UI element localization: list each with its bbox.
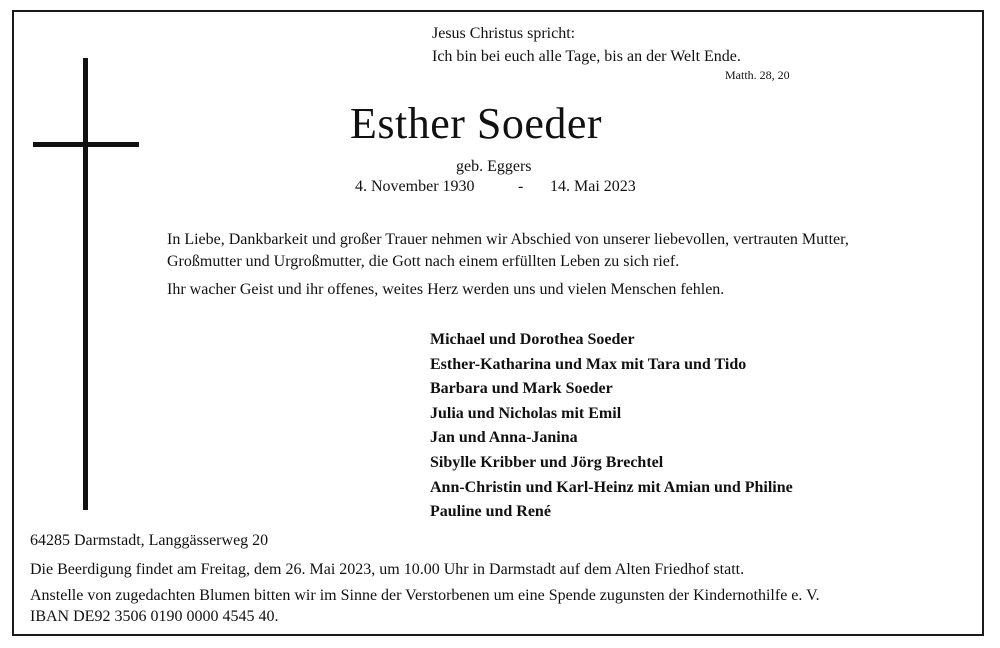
cross-icon-bar [33,142,139,147]
mourner-item: Ann-Christin und Karl-Heinz mit Amian und Philine [430,478,793,496]
mourner-item: Esther-Katharina und Max mit Tara und Tido [430,355,747,373]
farewell-text-line1: In Liebe, Dankbarkeit und großer Trauer nehmen wir Abschied von unserer liebevollen, vertrauten Mutter, [167,231,849,248]
mourner-item: Barbara und Mark Soeder [430,380,613,398]
tribute-text: Ihr wacher Geist und ihr offenes, weites Herz werden uns und vielen Menschen fehlen. [167,281,725,298]
deceased-name: Esther Soeder [350,99,603,148]
birth-name: geb. Eggers [456,158,532,175]
quote-intro: Jesus Christus spricht: [432,25,576,42]
mourner-item: Jan und Anna-Janina [430,429,578,447]
funeral-info: Die Beerdigung findet am Freitag, dem 26. Mai 2023, um 10.00 Uhr in Darmstadt auf dem Alten Friedhof statt. [30,561,745,578]
donation-info-line2: IBAN DE92 3506 0190 0000 4545 40. [30,608,279,625]
address: 64285 Darmstadt, Langgässerweg 20 [30,532,269,549]
mourner-item: Sibylle Kribber und Jörg Brechtel [430,453,664,471]
birth-date: 4. November 1930 [355,178,475,195]
death-date: 14. Mai 2023 [550,178,636,195]
mourners-list [430,328,793,525]
cross-icon [83,58,88,510]
farewell-text-line2: Großmutter und Urgroßmutter, die Gott nach einem erfüllten Leben zu sich rief. [167,253,680,270]
mourner-item: Julia und Nicholas mit Emil [430,404,622,422]
quote-text: Ich bin bei euch alle Tage, bis an der Welt Ende. [432,48,741,65]
mourner-item: Pauline und René [430,503,551,521]
quote-reference: Matth. 28, 20 [725,68,790,82]
donation-info-line1: Anstelle von zugedachten Blumen bitten wir im Sinne der Verstorbenen um eine Spende zugunsten der Kindernothilfe e. V. [30,587,820,604]
date-separator: - [518,178,524,195]
mourner-item: Michael und Dorothea Soeder [430,331,635,348]
